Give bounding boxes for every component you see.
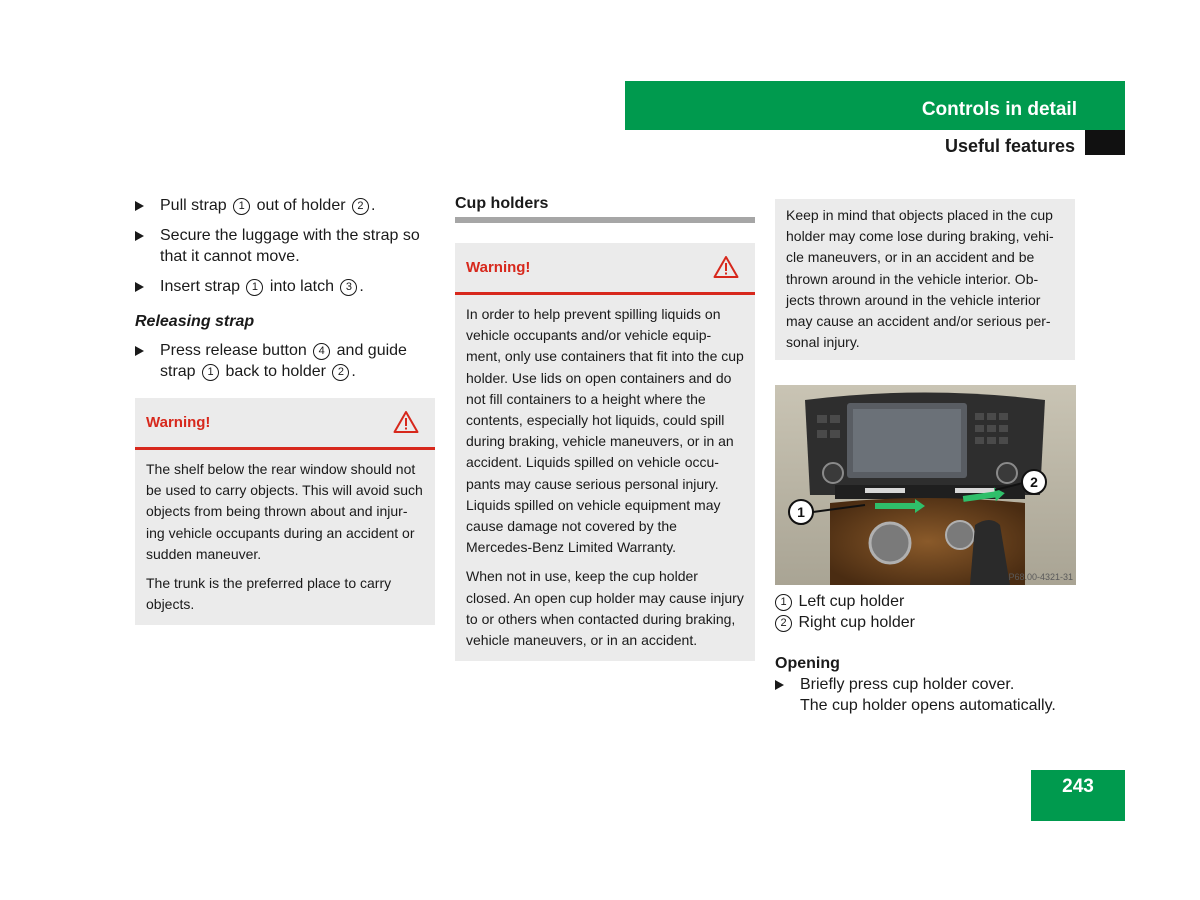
legend-item-left-cup-holder: 1 Left cup holder — [775, 591, 1075, 612]
step-insert-strap: Insert strap 1 into latch 3 . — [135, 276, 435, 297]
cup-holders-heading: Cup holders — [455, 195, 755, 223]
chapter-title: Controls in detail — [921, 99, 1077, 120]
column-3 — [775, 199, 1075, 360]
legend-item-right-cup-holder: 2 Right cup holder — [775, 612, 1075, 633]
step-result: The cup holder opens automatically. — [800, 697, 1056, 714]
bullet-arrow-icon — [135, 201, 144, 211]
warning-triangle-icon — [713, 255, 739, 279]
callout-number: 1 — [775, 594, 792, 611]
warning-header — [135, 398, 435, 450]
photo-callout-2: 2 — [1030, 474, 1038, 490]
cup-holder-photo — [775, 385, 1076, 585]
page-number: 243 — [1062, 776, 1094, 797]
photo-legend — [775, 591, 1075, 716]
step-press-release: Press release button 4 and guide strap 1 back to holder 2 . — [135, 340, 435, 382]
step-pull-strap: Pull strap 1 out of holder 2 . — [135, 195, 435, 216]
callout-number: 2 — [352, 198, 369, 215]
center-console-illustration — [775, 385, 1076, 585]
caution-note-box: Keep in mind that objects placed in the cup holder may come lose during braking, vehi-cle maneuvers, or in an accident and be thrown around in the vehicle interior. Ob-jects thrown around in the vehicle interior may cause an accident and/or serious per-sonal injury. — [775, 199, 1075, 360]
callout-number: 1 — [246, 279, 263, 296]
chapter-header-bar — [625, 81, 1125, 130]
callout-number: 4 — [313, 343, 330, 360]
photo-code: P68.00-4321-31 — [1008, 572, 1073, 582]
column-1 — [135, 195, 435, 625]
callout-number: 2 — [775, 615, 792, 632]
warning-box-cup-holders — [455, 243, 755, 661]
step-press-cover: Briefly press cup holder cover. — [775, 674, 1075, 695]
warning-header — [455, 243, 755, 295]
bullet-arrow-icon — [775, 680, 784, 690]
callout-number: 1 — [202, 364, 219, 381]
warning-body: In order to help prevent spilling liquids on vehicle occupants and/or vehicle equip-ment, only use containers that fit into the cup holder. Use lids on open containers and do not fill containers to a height where the contents, especially hot liquids, could spill during braking, vehicle maneuvers, or in an accident. Liquids spilled on vehicle occu-pants may cause serious personal injury. Liquids spilled on vehicle equipment may cause damage not covered by the Mercedes-Benz Limited Warranty. When not in use, keep the cup holder closed. An open cup holder may cause injury to or others when contacted during braking, vehicle maneuvers, or in an accident. — [466, 306, 744, 649]
page-number-tab — [1031, 770, 1125, 821]
step-secure-luggage: Secure the luggage with the strap so that it cannot move. — [135, 225, 435, 267]
warning-box-shelf — [135, 398, 435, 625]
callout-number: 1 — [233, 198, 250, 215]
bullet-arrow-icon — [135, 231, 144, 241]
warning-label: Warning! — [146, 414, 211, 431]
callout-number: 2 — [332, 364, 349, 381]
bullet-arrow-icon — [135, 346, 144, 356]
warning-triangle-icon — [393, 410, 419, 434]
opening-heading: Opening — [775, 655, 840, 672]
releasing-strap-heading: Releasing strap — [135, 313, 255, 330]
column-2 — [455, 195, 755, 661]
warning-body: The shelf below the rear window should not be used to carry objects. This will avoid such objects from being thrown about and injur-ing vehicle occupants during an accident or sudden maneuver. The trunk is the preferred place to carry objects. — [146, 461, 423, 613]
callout-number: 3 — [340, 279, 357, 296]
section-subtitle: Useful features — [944, 136, 1075, 156]
bullet-arrow-icon — [135, 282, 144, 292]
photo-callout-1: 1 — [797, 504, 805, 520]
header-marker-block — [1085, 130, 1125, 155]
warning-label: Warning! — [466, 259, 531, 276]
